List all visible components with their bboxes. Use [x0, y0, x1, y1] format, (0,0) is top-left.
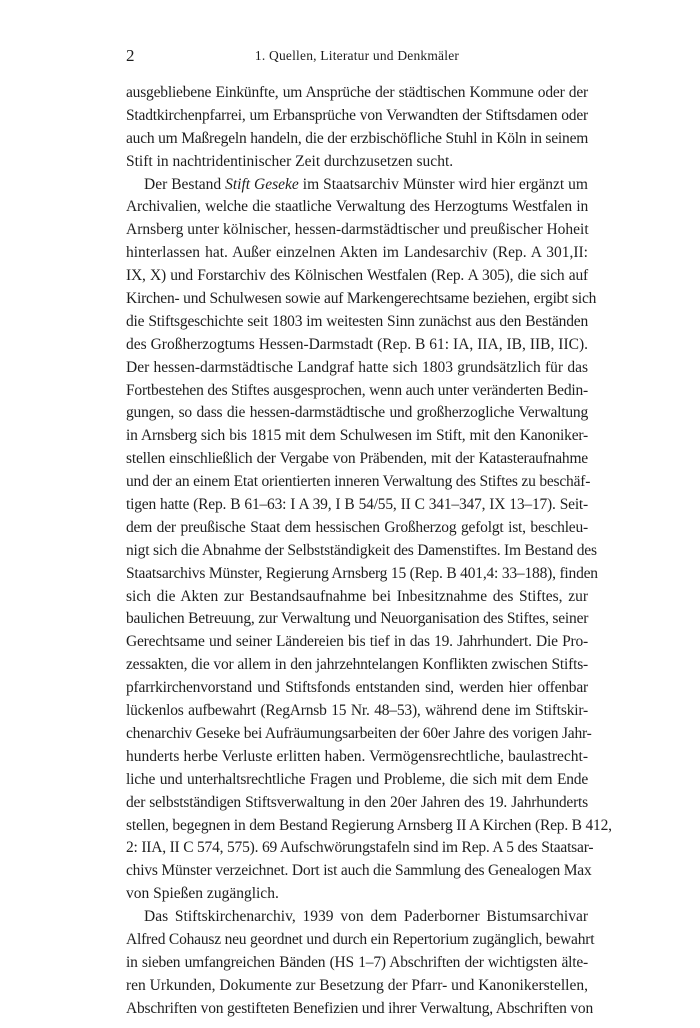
text-line: dem der preußische Staat dem hessischen Großherzog gefolgt ist, beschleu-	[126, 518, 588, 536]
text-line: Kirchen- und Schulwesen sowie auf Markengerechtsame beziehen, ergibt sich	[126, 290, 597, 308]
text-line: stellen, begegnen in dem Bestand Regierung Arnsberg II A Kirchen (Rep. B 412,	[126, 816, 612, 834]
text-line: in Arnsberg sich bis 1815 mit dem Schulwesen im Stift, mit den Kanoniker-	[126, 427, 588, 445]
text-line: Stift in nachtridentinischer Zeit durchzusetzen sucht.	[126, 152, 454, 170]
running-head: 1. Quellen, Literatur und Denkmäler	[254, 48, 460, 63]
text-line: von Spießen zugänglich.	[126, 885, 279, 903]
text-line: Der hessen-darmstädtische Landgraf hatte sich 1803 grundsätzlich für das	[126, 358, 588, 376]
text-line: ren Urkunden, Dokumente zur Besetzung der Pfarr- und Kanonikerstellen,	[126, 976, 588, 994]
text-segment: im Staatsarchiv Münster wird hier ergänzt um	[298, 175, 588, 193]
text-line: nigt sich die Abnahme der Selbstständigkeit des Damenstiftes. Im Bestand des	[126, 541, 597, 559]
text-line: Staatsarchivs Münster, Regierung Arnsberg 15 (Rep. B 401,4: 33–188), finden	[126, 564, 598, 582]
text-line: Abschriften von gestifteten Benefizien und ihrer Verwaltung, Abschriften von	[126, 999, 594, 1017]
text-line: stellen einschließlich der Vergabe von Präbenden, mit der Katasteraufnahme	[126, 450, 588, 468]
text-line: baulichen Betreuung, zur Verwaltung und Neuorganisation des Stiftes, seiner	[126, 610, 589, 628]
text-line: tigen hatte (Rep. B 61–63: I A 39, I B 54/55, II C 341–347, IX 13–17). Seit-	[126, 496, 588, 514]
text-line: der selbstständigen Stiftsverwaltung in den 20er Jahren des 19. Jahrhunderts	[126, 793, 588, 811]
text-line: Gerechtsame und seiner Ländereien bis tief in das 19. Jahrhundert. Die Pro-	[126, 633, 588, 651]
text-line: sich die Akten zur Bestandsaufnahme bei Inbesitznahme des Stiftes, zur	[126, 587, 588, 605]
text-line: die Stiftsgeschichte seit 1803 im weitesten Sinn zunächst aus den Beständen	[126, 312, 588, 330]
text-line: chenarchiv Geseke bei Aufräumungsarbeiten der 60er Jahre des vorigen Jahr-	[126, 724, 592, 742]
text-line: chivs Münster verzeichnet. Dort ist auch die Sammlung des Genealogen Max	[126, 862, 592, 880]
text-line: pfarrkirchenvorstand und Stiftsfonds entstanden sind, werden hier offenbar	[126, 679, 588, 697]
text-line	[126, 174, 588, 197]
text-line: Alfred Cohausz neu geordnet und durch ein Repertorium zugänglich, bewahrt	[126, 930, 595, 948]
text-line: hinterlassen hat. Außer einzelnen Akten im Landesarchiv (Rep. A 301,II:	[126, 244, 588, 262]
text-line: Das Stiftskirchenarchiv, 1939 von dem Paderborner Bistumsarchivar	[144, 908, 588, 926]
text-line: in sieben umfangreichen Bänden (HS 1–7) Abschriften der wichtigsten älte-	[126, 953, 588, 971]
text-line: Fortbestehen des Stiftes ausgesprochen, wenn auch unter veränderten Bedin-	[126, 381, 588, 399]
text-line: zessakten, die vor allem in den jahrzehntelangen Konflikten zwischen Stifts-	[126, 656, 588, 674]
text-line: und der an einem Etat orientierten inneren Verwaltung des Stiftes zu beschäf-	[126, 473, 591, 491]
text-line: Archivalien, welche die staatliche Verwaltung des Herzogtums Westfalen in	[126, 198, 588, 216]
text-line: hunderts herbe Verluste erlitten haben. Vermögensrechtliche, baulastrecht-	[126, 747, 588, 765]
body-text	[126, 82, 612, 1021]
text-line: auch um Maßregeln handeln, die der erzbischöfliche Stuhl in Köln in seinem	[126, 129, 589, 147]
page-header	[126, 42, 588, 70]
text-segment: Der Bestand	[144, 175, 226, 193]
text-line: des Großherzogtums Hessen-Darmstadt (Rep. B 61: IA, IIA, IB, IIB, IIC).	[126, 335, 588, 353]
text-line: 2: IIA, II C 574, 575). 69 Aufschwörungstafeln sind im Rep. A 5 des Staatsar-	[126, 839, 594, 857]
text-line: liche und unterhaltsrechtliche Fragen und Probleme, die sich mit dem Ende	[126, 770, 588, 788]
page-number: 2	[126, 46, 135, 65]
archive-title: Stift Geseke	[225, 175, 299, 193]
text-line: ausgebliebene Einkünfte, um Ansprüche der städtischen Kommune oder der	[126, 84, 588, 101]
text-line: gungen, so dass die hessen-darmstädtische und großherzogliche Verwaltung	[126, 404, 588, 422]
text-line: Arnsberg unter kölnischer, hessen-darmstädtischer und preußischer Hoheit	[126, 221, 589, 239]
text-line: Stadtkirchenpfarrei, um Erbansprüche von Verwandten der Stiftsdamen oder	[126, 106, 588, 124]
text-line: lückenlos aufbewahrt (RegArnsb 15 Nr. 48–53), während dene im Stiftskir-	[126, 702, 588, 720]
text-line: IX, X) und Forstarchiv des Kölnischen Westfalen (Rep. A 305), die sich auf	[126, 267, 588, 285]
